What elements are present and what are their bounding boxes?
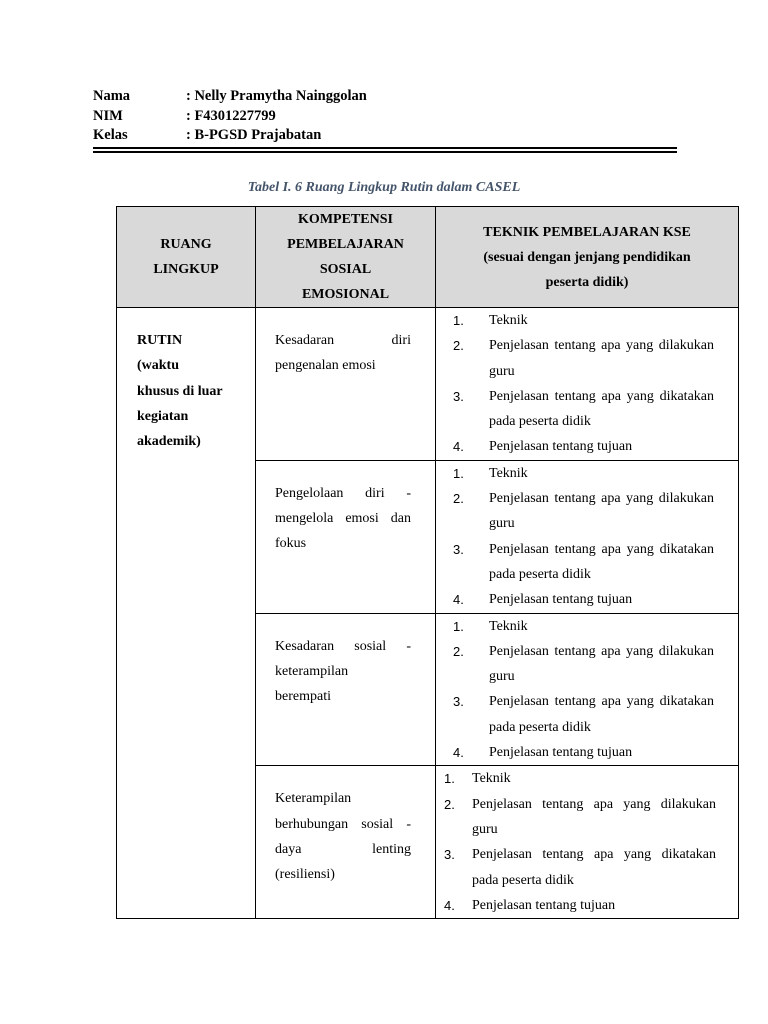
table-header-row xyxy=(117,207,739,308)
competency-cell xyxy=(256,766,436,919)
list-item xyxy=(436,740,714,765)
info-row-nama xyxy=(93,87,367,107)
info-value: : Nelly Pramytha Nainggolan xyxy=(186,88,367,104)
competency-line: berhubungan sosial - xyxy=(275,816,411,832)
info-value: : B-PGSD Prajabatan xyxy=(186,127,322,143)
item-text: Penjelasan tentang tujuan xyxy=(489,592,633,608)
competency-cell xyxy=(256,308,436,461)
list-item xyxy=(436,689,714,740)
header-kompetensi xyxy=(256,207,436,308)
scope-line: kegiatan xyxy=(137,408,189,424)
scope-line: RUTIN xyxy=(137,333,183,348)
info-label: NIM xyxy=(93,107,123,124)
header-line: (sesuai dengan jenjang pendidikan xyxy=(483,249,691,265)
technique-list xyxy=(436,766,716,918)
technique-cell xyxy=(436,613,739,766)
list-item xyxy=(436,893,716,918)
competency-line: Kesadaran diri xyxy=(275,333,411,348)
list-item xyxy=(436,587,714,612)
scope-line: akademik) xyxy=(137,434,201,450)
item-number: 2. xyxy=(453,338,464,354)
item-text: Penjelasan tentang apa yang dikatakan pada peserta didik xyxy=(472,847,716,888)
competency-line: daya lenting xyxy=(275,841,411,857)
item-text: Penjelasan tentang apa yang dikatakan pada peserta didik xyxy=(489,541,714,582)
item-number: 1. xyxy=(453,465,464,481)
item-text: Penjelasan tentang tujuan xyxy=(489,745,633,761)
header-line: LINGKUP xyxy=(153,262,219,277)
item-text: Penjelasan tentang apa yang dilakukan guru xyxy=(489,491,714,532)
item-text: Penjelasan tentang tujuan xyxy=(472,897,616,913)
list-item xyxy=(436,461,714,486)
item-number: 1. xyxy=(453,618,464,634)
item-text: Teknik xyxy=(489,313,528,328)
item-text: Penjelasan tentang tujuan xyxy=(489,439,633,455)
list-item xyxy=(436,434,714,459)
item-text: Teknik xyxy=(472,771,511,787)
competency-line: fokus xyxy=(275,536,307,552)
scope-cell xyxy=(117,308,256,919)
scope-line: (waktu xyxy=(137,358,180,374)
header-line: PEMBELAJARAN xyxy=(287,237,404,252)
header-divider-double xyxy=(93,151,677,153)
competency-line: keterampilan xyxy=(275,663,349,679)
technique-list xyxy=(436,461,714,613)
list-item xyxy=(436,333,714,384)
item-number: 2. xyxy=(444,796,455,812)
item-text: Penjelasan tentang apa yang dikatakan pada peserta didik xyxy=(489,388,714,430)
header-teknik xyxy=(436,207,739,308)
scope-line: khusus di luar xyxy=(137,383,223,399)
technique-cell xyxy=(436,766,739,919)
competency-cell xyxy=(256,613,436,766)
competency-line: pengenalan emosi xyxy=(275,358,376,374)
info-row-kelas xyxy=(93,126,367,146)
competency-line: Pengelolaan diri - xyxy=(275,485,411,501)
technique-cell xyxy=(436,460,739,613)
header-ruang-lingkup xyxy=(117,207,256,308)
list-item xyxy=(436,384,714,435)
competency-line: (resiliensi) xyxy=(275,867,335,883)
item-number: 3. xyxy=(453,694,464,710)
competency-line: Keterampilan xyxy=(275,791,352,807)
item-text: Teknik xyxy=(489,618,528,634)
student-info xyxy=(93,87,367,146)
casel-table xyxy=(116,206,739,919)
item-text: Teknik xyxy=(489,465,528,481)
item-number: 3. xyxy=(453,388,464,404)
item-number: 4. xyxy=(444,897,455,913)
item-number: 3. xyxy=(444,847,455,863)
competency-line: berempati xyxy=(275,689,331,705)
info-value: : F4301227799 xyxy=(186,107,276,124)
table-row xyxy=(117,308,739,461)
header-line: EMOSIONAL xyxy=(301,287,390,302)
header-divider xyxy=(93,147,677,149)
list-item xyxy=(436,639,714,690)
info-row-nim xyxy=(93,107,367,127)
list-item xyxy=(436,614,714,639)
item-number: 1. xyxy=(453,313,464,328)
technique-cell xyxy=(436,308,739,461)
item-number: 2. xyxy=(453,491,464,507)
info-label: Nama xyxy=(93,88,131,104)
header-line: SOSIAL xyxy=(319,262,372,277)
item-number: 4. xyxy=(453,439,464,455)
technique-list xyxy=(436,308,714,460)
header-line: peserta didik) xyxy=(545,274,629,290)
item-text: Penjelasan tentang apa yang dilakukan guru xyxy=(489,338,714,379)
item-number: 1. xyxy=(444,771,455,787)
item-text: Penjelasan tentang apa yang dilakukan guru xyxy=(489,643,714,685)
technique-list xyxy=(436,614,714,766)
list-item xyxy=(436,842,716,893)
list-item xyxy=(436,792,716,843)
list-item xyxy=(436,308,714,333)
item-text: Penjelasan tentang apa yang dikatakan pada peserta didik xyxy=(489,694,714,735)
item-number: 2. xyxy=(453,643,464,659)
competency-cell xyxy=(256,460,436,613)
list-item xyxy=(436,486,714,537)
list-item xyxy=(436,766,716,791)
info-label: Kelas xyxy=(93,127,128,143)
list-item xyxy=(436,537,714,588)
competency-line: mengelola emosi dan xyxy=(275,511,411,527)
competency-line: Kesadaran sosial - xyxy=(275,638,411,654)
header-line: KOMPETENSI xyxy=(298,212,393,227)
item-number: 3. xyxy=(453,541,464,557)
item-number: 4. xyxy=(453,592,464,608)
header-line: TEKNIK PEMBELAJARAN KSE xyxy=(483,224,691,240)
item-number: 4. xyxy=(453,745,464,761)
header-line: RUANG xyxy=(160,237,212,252)
table-caption: Tabel I. 6 Ruang Lingkup Rutin dalam CASEL xyxy=(247,180,521,195)
item-text: Penjelasan tentang apa yang dilakukan guru xyxy=(472,796,716,837)
